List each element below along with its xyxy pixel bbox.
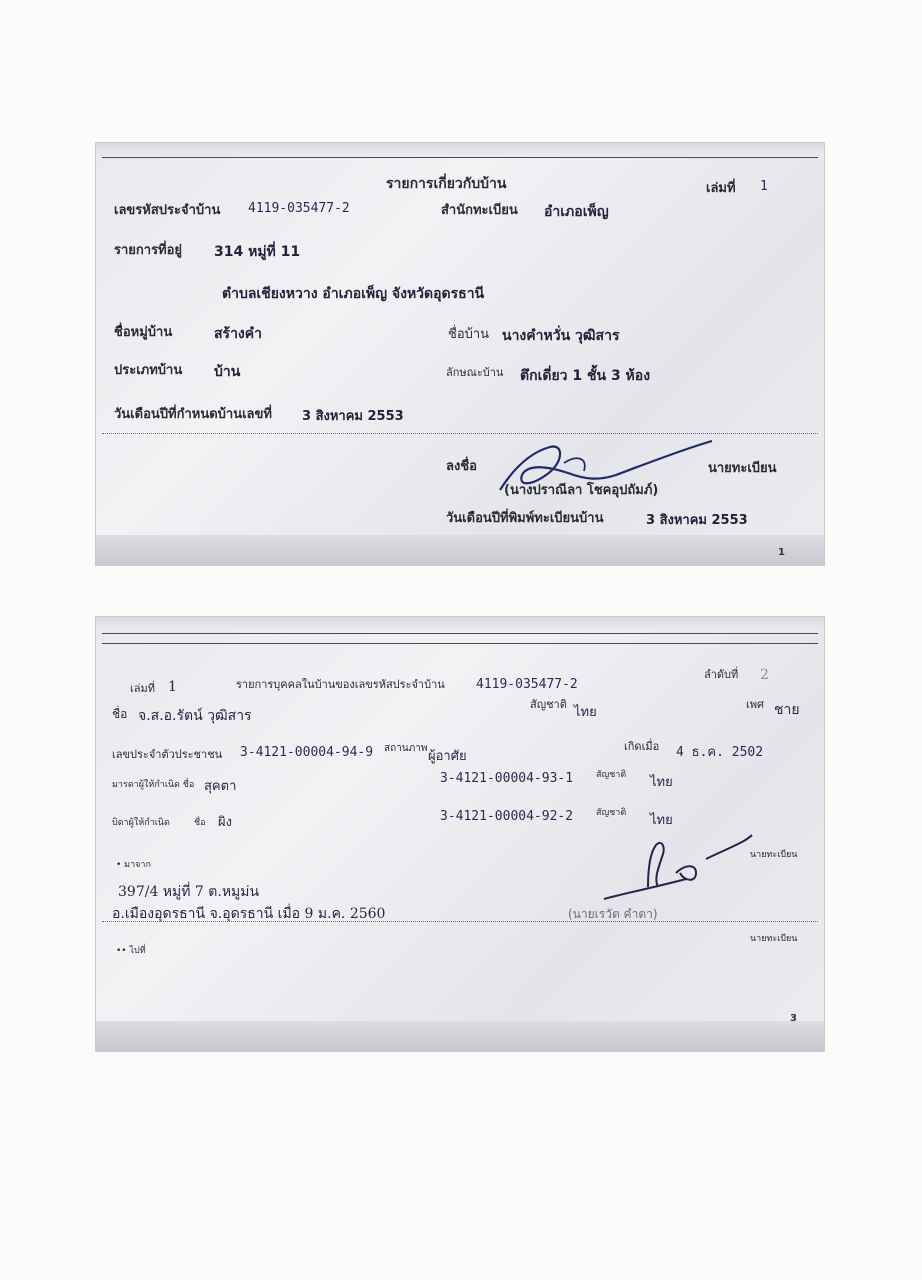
order-value: 2 <box>760 667 769 683</box>
father-label: บิดาผู้ให้กำเนิด <box>112 818 170 828</box>
name-label: ชื่อ <box>112 707 128 721</box>
assigned-date-label: วันเดือนปีที่กำหนดบ้านเลขที่ <box>114 407 272 422</box>
status-value: ผู้อาศัย <box>428 749 467 764</box>
top-rule <box>102 157 818 158</box>
village-value: สร้างคำ <box>214 326 262 342</box>
order-label: ลำดับที่ <box>704 668 739 681</box>
mother-nat-value: ไทย <box>650 775 673 790</box>
from-label: • มาจาก <box>116 860 151 870</box>
born-label: เกิดเมื่อ <box>624 740 660 753</box>
assigned-date-value: 3 สิงหาคม 2553 <box>302 409 404 424</box>
volume-label: เล่มที่ <box>130 682 156 695</box>
card-bottom-edge <box>96 1021 824 1051</box>
list-label: รายการบุคคลในบ้านของเลขรหัสประจำบ้าน <box>236 678 445 691</box>
name-value: จ.ส.อ.รัตน์ วุฒิสาร <box>138 708 252 724</box>
card-title: รายการเกี่ยวกับบ้าน <box>386 176 507 192</box>
id-label: เลขประจำตัวประชาชน <box>112 748 223 761</box>
status-label: สถานภาพ <box>384 743 428 754</box>
father-nat-value: ไทย <box>650 813 673 828</box>
address-label: รายการที่อยู่ <box>114 243 183 258</box>
registrar-signature <box>596 829 756 905</box>
mother-nat-label: สัญชาติ <box>596 770 627 780</box>
born-value: 4 ธ.ค. 2502 <box>676 745 764 760</box>
registrar-name: (นายเรวัต คำตา) <box>568 907 658 921</box>
volume-value: 1 <box>168 679 177 695</box>
registrar-label: นายทะเบียน <box>708 461 777 476</box>
house-name-value: นางคำหวั่น วุฒิสาร <box>502 328 620 344</box>
house-style-value: ตึกเดี่ยว 1 ชั้น 3 ห้อง <box>520 368 651 384</box>
father-nat-label: สัญชาติ <box>596 808 627 818</box>
top-rule <box>102 633 818 634</box>
card-top-edge <box>96 617 824 631</box>
sign-label: ลงชื่อ <box>446 459 477 474</box>
page-number: 1 <box>778 547 785 558</box>
house-type-label: ประเภทบ้าน <box>114 363 183 378</box>
volume-value: 1 <box>760 179 768 194</box>
registrar-name: (นางปราณีลา โชคอุปถัมภ์) <box>504 483 659 498</box>
house-code-value: 4119-035477-2 <box>248 201 350 216</box>
print-date-value: 3 สิงหาคม 2553 <box>646 513 748 528</box>
sex-value: ชาย <box>774 702 800 718</box>
house-style-label: ลักษณะบ้าน <box>446 366 504 379</box>
mother-value: สุคตา <box>204 779 237 794</box>
house-info-card <box>95 142 825 566</box>
father-id: 3-4121-00004-92-2 <box>440 809 574 824</box>
mother-label: มารดาผู้ให้กำเนิด ชื่อ <box>112 780 195 790</box>
separator-dotted <box>102 921 818 922</box>
house-code-label: เลขรหัสประจำบ้าน <box>114 203 221 218</box>
volume-label: เล่มที่ <box>706 181 736 196</box>
top-rule-2 <box>102 643 818 644</box>
address-line1: 314 หมู่ที่ 11 <box>214 244 301 260</box>
person-record-card <box>95 616 825 1052</box>
print-date-label: วันเดือนปีที่พิมพ์ทะเบียนบ้าน <box>446 511 604 526</box>
house-name-label: ชื่อบ้าน <box>448 327 490 342</box>
registry-office-label: สำนักทะเบียน <box>441 203 518 218</box>
mother-id: 3-4121-00004-93-1 <box>440 771 574 786</box>
card-bottom-edge <box>96 535 824 565</box>
card-top-edge <box>96 143 824 157</box>
id-value: 3-4121-00004-94-9 <box>240 745 374 760</box>
father-name-label: ชื่อ <box>194 818 206 828</box>
list-code-value: 4119-035477-2 <box>476 677 578 692</box>
nationality-label: สัญชาติ <box>530 698 567 711</box>
registrar-label-2: นายทะเบียน <box>750 934 798 944</box>
page-number: 3 <box>790 1013 797 1024</box>
registry-office-value: อำเภอเพ็ญ <box>544 204 609 220</box>
from-line2: อ.เมืองอุดรธานี จ.อุดรธานี เมื่อ 9 ม.ค. 2560 <box>112 906 386 922</box>
father-value: ผิง <box>218 815 232 830</box>
separator-dotted <box>102 433 818 434</box>
registrar-label-1: นายทะเบียน <box>750 850 798 860</box>
house-type-value: บ้าน <box>214 364 241 380</box>
to-label: •• ไปที่ <box>116 946 146 956</box>
address-line2: ตำบลเชียงหวาง อำเภอเพ็ญ จังหวัดอุดรธานี <box>222 286 485 302</box>
village-label: ชื่อหมู่บ้าน <box>114 325 173 340</box>
from-line1: 397/4 หมู่ที่ 7 ต.หมูม่น <box>118 884 260 900</box>
nationality-value: ไทย <box>574 705 597 720</box>
sex-label: เพศ <box>746 698 764 711</box>
